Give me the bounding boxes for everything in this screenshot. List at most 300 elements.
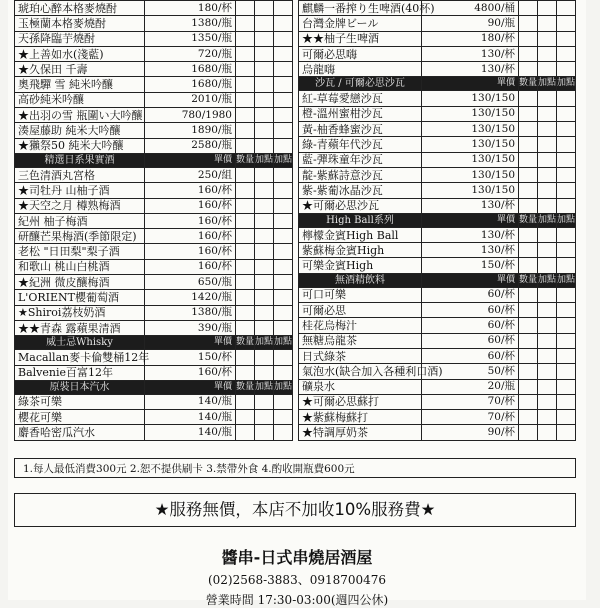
add-order-cell[interactable] (274, 16, 293, 31)
add-order-cell[interactable] (538, 318, 557, 333)
add-order-cell[interactable] (255, 183, 274, 198)
add-order-cell[interactable] (557, 152, 576, 167)
menu-item-price: 650/瓶 (145, 275, 236, 290)
section-qty-label: 數量 (236, 336, 255, 350)
quantity-cell[interactable] (519, 243, 538, 258)
add-order-cell[interactable] (538, 122, 557, 137)
quantity-cell[interactable] (236, 92, 255, 107)
menu-item-row (15, 1, 293, 16)
quantity-cell[interactable] (236, 394, 255, 409)
add-order-cell[interactable] (538, 167, 557, 182)
menu-item-price: 20/瓶 (422, 379, 519, 394)
menu-item-name: 奧飛驒 雪 純米吟釀 (15, 77, 145, 92)
quantity-cell[interactable] (236, 350, 255, 365)
add-order-cell[interactable] (255, 365, 274, 380)
quantity-cell[interactable] (519, 227, 538, 242)
add-order-cell[interactable] (255, 138, 274, 153)
section-price-label: 單價 (145, 380, 236, 394)
add-order-cell[interactable] (538, 152, 557, 167)
menu-item-row (299, 31, 576, 46)
menu-item-name: 和歌山 桃山白桃酒 (15, 259, 145, 274)
menu-item-price: 60/杯 (422, 287, 519, 302)
menu-item-row (15, 77, 293, 92)
add-order-cell[interactable] (274, 320, 293, 335)
menu-item-row (15, 213, 293, 228)
quantity-cell[interactable] (519, 425, 538, 440)
section-header (15, 380, 293, 394)
menu-item-price: 130/杯 (422, 46, 519, 61)
menu-item-name: ★特調厚奶茶 (299, 425, 422, 440)
add-order-cell[interactable] (557, 137, 576, 152)
section-qty-label: 數量 (236, 153, 255, 167)
section-add-label: 加點 (255, 153, 274, 167)
add-order-cell[interactable] (255, 123, 274, 138)
add-order-cell[interactable] (557, 106, 576, 121)
menu-item-name: ★可爾必思沙瓦 (299, 198, 422, 213)
menu-item-price: 160/杯 (145, 365, 236, 380)
quantity-cell[interactable] (236, 365, 255, 380)
add-order-cell[interactable] (274, 1, 293, 16)
section-title: High Ball系列 (299, 213, 422, 227)
add-order-cell[interactable] (274, 244, 293, 259)
menu-item-row (299, 46, 576, 61)
quantity-cell[interactable] (519, 1, 538, 16)
menu-item-name: L'ORIENT櫻葡萄酒 (15, 290, 145, 305)
add-order-cell[interactable] (255, 425, 274, 440)
left-menu-column (14, 0, 293, 441)
menu-item-price: 1680/瓶 (145, 77, 236, 92)
section-add-label: 加點 (538, 213, 557, 227)
add-order-cell[interactable] (538, 394, 557, 409)
add-order-cell[interactable] (557, 287, 576, 302)
add-order-cell[interactable] (557, 183, 576, 198)
quantity-cell[interactable] (236, 62, 255, 77)
quantity-cell[interactable] (519, 364, 538, 379)
quantity-cell[interactable] (236, 198, 255, 213)
menu-item-price: 780/1980 (145, 108, 236, 123)
quantity-cell[interactable] (519, 183, 538, 198)
quantity-cell[interactable] (236, 31, 255, 46)
menu-item-row (299, 227, 576, 242)
menu-item-name: 櫻花可樂 (15, 410, 145, 425)
add-order-cell[interactable] (255, 31, 274, 46)
menu-item-name: 高砂純米吟釀 (15, 92, 145, 107)
add-order-cell[interactable] (255, 275, 274, 290)
add-order-cell[interactable] (255, 320, 274, 335)
menu-item-row (299, 410, 576, 425)
menu-item-row (299, 152, 576, 167)
quantity-cell[interactable] (519, 152, 538, 167)
menu-item-price: 130/150 (422, 167, 519, 182)
menu-item-row (15, 123, 293, 138)
menu-item-row (299, 348, 576, 363)
add-order-cell[interactable] (557, 333, 576, 348)
add-order-cell[interactable] (557, 410, 576, 425)
add-order-cell[interactable] (274, 394, 293, 409)
quantity-cell[interactable] (519, 348, 538, 363)
menu-item-row (15, 92, 293, 107)
menu-item-row (15, 320, 293, 335)
menu-item-name: 礦泉水 (299, 379, 422, 394)
quantity-cell[interactable] (519, 379, 538, 394)
quantity-cell[interactable] (519, 303, 538, 318)
add-order-cell[interactable] (557, 1, 576, 16)
add-order-cell[interactable] (274, 275, 293, 290)
menu-item-price: 130/150 (422, 91, 519, 106)
menu-item-row (15, 350, 293, 365)
add-order-cell[interactable] (557, 243, 576, 258)
add-order-cell[interactable] (274, 213, 293, 228)
add-order-cell[interactable] (538, 137, 557, 152)
add-order-cell[interactable] (255, 1, 274, 16)
add-order-cell[interactable] (255, 305, 274, 320)
menu-item-name: 可爾必思 (299, 303, 422, 318)
add-order-cell[interactable] (557, 364, 576, 379)
menu-item-name: 綠茶可樂 (15, 394, 145, 409)
menu-item-name: 老松 "日田梨"梨子酒 (15, 244, 145, 259)
menu-item-row (15, 290, 293, 305)
add-order-cell[interactable] (274, 138, 293, 153)
menu-item-price: 150/杯 (422, 258, 519, 273)
quantity-cell[interactable] (236, 1, 255, 16)
menu-item-price: 1420/瓶 (145, 290, 236, 305)
add-order-cell[interactable] (538, 106, 557, 121)
add-order-cell[interactable] (255, 213, 274, 228)
quantity-cell[interactable] (519, 318, 538, 333)
add-order-cell[interactable] (538, 183, 557, 198)
quantity-cell[interactable] (236, 213, 255, 228)
menu-item-price: 130/150 (422, 152, 519, 167)
add-order-cell[interactable] (274, 46, 293, 61)
add-order-cell[interactable] (255, 62, 274, 77)
menu-item-name: 天孫降臨芋燒酎 (15, 31, 145, 46)
menu-item-price: 60/杯 (422, 318, 519, 333)
quantity-cell[interactable] (519, 333, 538, 348)
quantity-cell[interactable] (236, 290, 255, 305)
add-order-cell[interactable] (538, 364, 557, 379)
menu-item-price: 160/杯 (145, 229, 236, 244)
section-header (299, 213, 576, 227)
menu-item-name: 日式綠茶 (299, 348, 422, 363)
section-add-label: 加點 (274, 153, 293, 167)
menu-item-name: 麒麟一番搾り生啤酒(40杯) (299, 1, 422, 16)
menu-item-name: ★★青森 露蘋果清酒 (15, 320, 145, 335)
menu-item-price: 2010/瓶 (145, 92, 236, 107)
add-order-cell[interactable] (557, 167, 576, 182)
menu-item-name: ★紀洲 微皮釀梅酒 (15, 275, 145, 290)
add-order-cell[interactable] (557, 46, 576, 61)
menu-item-price: 160/杯 (145, 183, 236, 198)
menu-item-row (299, 287, 576, 302)
quantity-cell[interactable] (236, 425, 255, 440)
menu-item-price: 160/杯 (145, 213, 236, 228)
add-order-cell[interactable] (255, 350, 274, 365)
add-order-cell[interactable] (538, 227, 557, 242)
add-order-cell[interactable] (274, 167, 293, 182)
menu-item-name: ★獺祭50 純米大吟釀 (15, 138, 145, 153)
add-order-cell[interactable] (538, 333, 557, 348)
menu-item-name: Macallan麥卡倫雙桶12年 (15, 350, 145, 365)
quantity-cell[interactable] (236, 16, 255, 31)
menu-item-price: 90/杯 (422, 425, 519, 440)
add-order-cell[interactable] (557, 394, 576, 409)
menu-item-name: 氣泡水(缺合加入各種利口酒) (299, 364, 422, 379)
add-order-cell[interactable] (274, 198, 293, 213)
menu-item-row (15, 62, 293, 77)
quantity-cell[interactable] (519, 287, 538, 302)
section-add-label: 加點 (255, 380, 274, 394)
add-order-cell[interactable] (557, 425, 576, 440)
menu-item-name: ★紫蘇梅蘇打 (299, 410, 422, 425)
menu-item-row (299, 318, 576, 333)
menu-item-price: 70/杯 (422, 394, 519, 409)
menu-item-price: 390/瓶 (145, 320, 236, 335)
section-add-label: 加點 (538, 273, 557, 287)
add-order-cell[interactable] (557, 303, 576, 318)
menu-item-price: 4800/桶 (422, 1, 519, 16)
section-price-label: 單價 (145, 153, 236, 167)
menu-item-row (15, 365, 293, 380)
menu-item-name: 藍-彈珠童年沙瓦 (299, 152, 422, 167)
add-order-cell[interactable] (538, 46, 557, 61)
menu-item-row (15, 138, 293, 153)
add-order-cell[interactable] (274, 123, 293, 138)
add-order-cell[interactable] (557, 31, 576, 46)
section-header (15, 336, 293, 350)
section-add-label: 加點 (557, 213, 576, 227)
quantity-cell[interactable] (236, 167, 255, 182)
section-add-label: 加點 (557, 273, 576, 287)
add-order-cell[interactable] (557, 318, 576, 333)
add-order-cell[interactable] (255, 198, 274, 213)
menu-item-price: 160/杯 (145, 259, 236, 274)
section-add-label: 加點 (538, 77, 557, 91)
add-order-cell[interactable] (538, 287, 557, 302)
add-order-cell[interactable] (274, 365, 293, 380)
menu-item-row (15, 167, 293, 182)
menu-item-price: 1680/瓶 (145, 62, 236, 77)
add-order-cell[interactable] (557, 379, 576, 394)
section-title: 無酒精飲料 (299, 273, 422, 287)
menu-item-name: 紅-草莓愛戀沙瓦 (299, 91, 422, 106)
menu-item-price: 1380/瓶 (145, 305, 236, 320)
quantity-cell[interactable] (236, 123, 255, 138)
menu-item-name: ★★柚子生啤酒 (299, 31, 422, 46)
menu-item-price: 90/瓶 (422, 16, 519, 31)
add-order-cell[interactable] (274, 108, 293, 123)
quantity-cell[interactable] (236, 275, 255, 290)
menu-item-price: 180/杯 (145, 1, 236, 16)
store-name: 醬串-日式串燒居酒屋 (221, 548, 373, 567)
menu-sheet (8, 0, 586, 607)
add-order-cell[interactable] (255, 108, 274, 123)
section-qty-label: 數量 (519, 77, 538, 91)
menu-item-price: 130/杯 (422, 227, 519, 242)
menu-item-name: ★久保田 千壽 (15, 62, 145, 77)
quantity-cell[interactable] (519, 122, 538, 137)
add-order-cell[interactable] (538, 1, 557, 16)
menu-item-name: 烏龍嗨 (299, 62, 422, 77)
menu-item-row (15, 244, 293, 259)
add-order-cell[interactable] (538, 379, 557, 394)
quantity-cell[interactable] (519, 62, 538, 77)
quantity-cell[interactable] (236, 305, 255, 320)
add-order-cell[interactable] (557, 16, 576, 31)
add-order-cell[interactable] (557, 91, 576, 106)
add-order-cell[interactable] (274, 92, 293, 107)
add-order-cell[interactable] (557, 122, 576, 137)
add-order-cell[interactable] (538, 258, 557, 273)
menu-item-row (15, 229, 293, 244)
quantity-cell[interactable] (236, 138, 255, 153)
add-order-cell[interactable] (255, 167, 274, 182)
quantity-cell[interactable] (519, 16, 538, 31)
menu-item-price: 2580/瓶 (145, 138, 236, 153)
menu-item-price: 140/瓶 (145, 410, 236, 425)
add-order-cell[interactable] (274, 350, 293, 365)
quantity-cell[interactable] (519, 46, 538, 61)
menu-item-name: 可口可樂 (299, 287, 422, 302)
menu-item-row (299, 167, 576, 182)
add-order-cell[interactable] (274, 259, 293, 274)
menu-item-name: 研釀芒果梅酒(季節限定) (15, 229, 145, 244)
add-order-cell[interactable] (557, 348, 576, 363)
add-order-cell[interactable] (538, 348, 557, 363)
add-order-cell[interactable] (274, 290, 293, 305)
add-order-cell[interactable] (274, 305, 293, 320)
add-order-cell[interactable] (538, 62, 557, 77)
add-order-cell[interactable] (538, 243, 557, 258)
menu-item-row (15, 46, 293, 61)
add-order-cell[interactable] (255, 92, 274, 107)
add-order-cell[interactable] (557, 198, 576, 213)
section-title: 威士忌Whisky (15, 336, 145, 350)
quantity-cell[interactable] (519, 167, 538, 182)
quantity-cell[interactable] (519, 410, 538, 425)
add-order-cell[interactable] (255, 290, 274, 305)
menu-item-price: 70/杯 (422, 410, 519, 425)
menu-item-name: 可樂金賓High (299, 258, 422, 273)
add-order-cell[interactable] (538, 425, 557, 440)
menu-item-row (299, 1, 576, 16)
quantity-cell[interactable] (236, 410, 255, 425)
add-order-cell[interactable] (538, 303, 557, 318)
menu-item-price: 130/杯 (422, 243, 519, 258)
add-order-cell[interactable] (274, 410, 293, 425)
quantity-cell[interactable] (519, 31, 538, 46)
menu-item-name: 無糖烏龍茶 (299, 333, 422, 348)
quantity-cell[interactable] (236, 320, 255, 335)
menu-item-price: 130/150 (422, 183, 519, 198)
menu-item-row (15, 305, 293, 320)
menu-item-price: 140/瓶 (145, 425, 236, 440)
menu-item-price: 130/杯 (422, 62, 519, 77)
add-order-cell[interactable] (557, 227, 576, 242)
quantity-cell[interactable] (519, 91, 538, 106)
add-order-cell[interactable] (557, 258, 576, 273)
quantity-cell[interactable] (236, 229, 255, 244)
menu-item-name: ★上善如水(淺藍) (15, 46, 145, 61)
quantity-cell[interactable] (519, 258, 538, 273)
add-order-cell[interactable] (538, 91, 557, 106)
add-order-cell[interactable] (255, 16, 274, 31)
quantity-cell[interactable] (236, 244, 255, 259)
add-order-cell[interactable] (274, 31, 293, 46)
quantity-cell[interactable] (519, 106, 538, 121)
section-title: 精選日系果實酒 (15, 153, 145, 167)
add-order-cell[interactable] (255, 410, 274, 425)
section-add-label: 加點 (255, 336, 274, 350)
add-order-cell[interactable] (255, 394, 274, 409)
section-title: 沙瓦 / 可爾必思沙瓦 (299, 77, 422, 91)
menu-item-row (299, 137, 576, 152)
add-order-cell[interactable] (557, 62, 576, 77)
menu-item-name: 紫蘇梅金賓High (299, 243, 422, 258)
menu-item-price: 60/杯 (422, 333, 519, 348)
quantity-cell[interactable] (236, 259, 255, 274)
menu-item-row (299, 16, 576, 31)
menu-item-row (299, 394, 576, 409)
add-order-cell[interactable] (255, 46, 274, 61)
quantity-cell[interactable] (519, 137, 538, 152)
add-order-cell[interactable] (274, 77, 293, 92)
menu-item-name: ★出羽の雪 瓶圍い大吟釀 (15, 108, 145, 123)
add-order-cell[interactable] (274, 229, 293, 244)
policy-notes: 1.每人最低消費300元 2.恕不提供刷卡 3.禁帶外食 4.酌收開瓶費600元 (14, 458, 576, 478)
quantity-cell[interactable] (236, 46, 255, 61)
menu-item-name: 紀州 柚子梅酒 (15, 213, 145, 228)
menu-item-row (15, 31, 293, 46)
menu-item-row (15, 410, 293, 425)
add-order-cell[interactable] (274, 425, 293, 440)
add-order-cell[interactable] (538, 16, 557, 31)
add-order-cell[interactable] (538, 198, 557, 213)
quantity-cell[interactable] (519, 198, 538, 213)
section-price-label: 單價 (422, 273, 519, 287)
menu-item-row (15, 275, 293, 290)
section-price-label: 單價 (422, 77, 519, 91)
menu-item-row (15, 425, 293, 440)
add-order-cell[interactable] (274, 62, 293, 77)
add-order-cell[interactable] (274, 183, 293, 198)
menu-item-name: 黃-柚香蜂蜜沙瓦 (299, 122, 422, 137)
menu-item-name: Balvenie百富12年 (15, 365, 145, 380)
menu-item-price: 130/150 (422, 137, 519, 152)
quantity-cell[interactable] (236, 183, 255, 198)
add-order-cell[interactable] (255, 259, 274, 274)
add-order-cell[interactable] (538, 31, 557, 46)
menu-item-price: 250/組 (145, 167, 236, 182)
menu-item-row (299, 122, 576, 137)
menu-item-name: 台灣金牌ビール (299, 16, 422, 31)
add-order-cell[interactable] (538, 410, 557, 425)
add-order-cell[interactable] (255, 229, 274, 244)
quantity-cell[interactable] (519, 394, 538, 409)
menu-item-name: 紫-紫葡冰晶沙瓦 (299, 183, 422, 198)
menu-item-name: 綠-青蘋年代沙瓦 (299, 137, 422, 152)
menu-item-price: 1380/瓶 (145, 16, 236, 31)
menu-item-row (299, 258, 576, 273)
add-order-cell[interactable] (255, 244, 274, 259)
menu-item-row (299, 333, 576, 348)
add-order-cell[interactable] (255, 77, 274, 92)
menu-item-name: ★Shiroi荔枝奶酒 (15, 305, 145, 320)
menu-item-row (15, 198, 293, 213)
quantity-cell[interactable] (236, 108, 255, 123)
menu-item-name: 檸檬金賓High Ball (299, 227, 422, 242)
quantity-cell[interactable] (236, 77, 255, 92)
menu-item-row (299, 198, 576, 213)
